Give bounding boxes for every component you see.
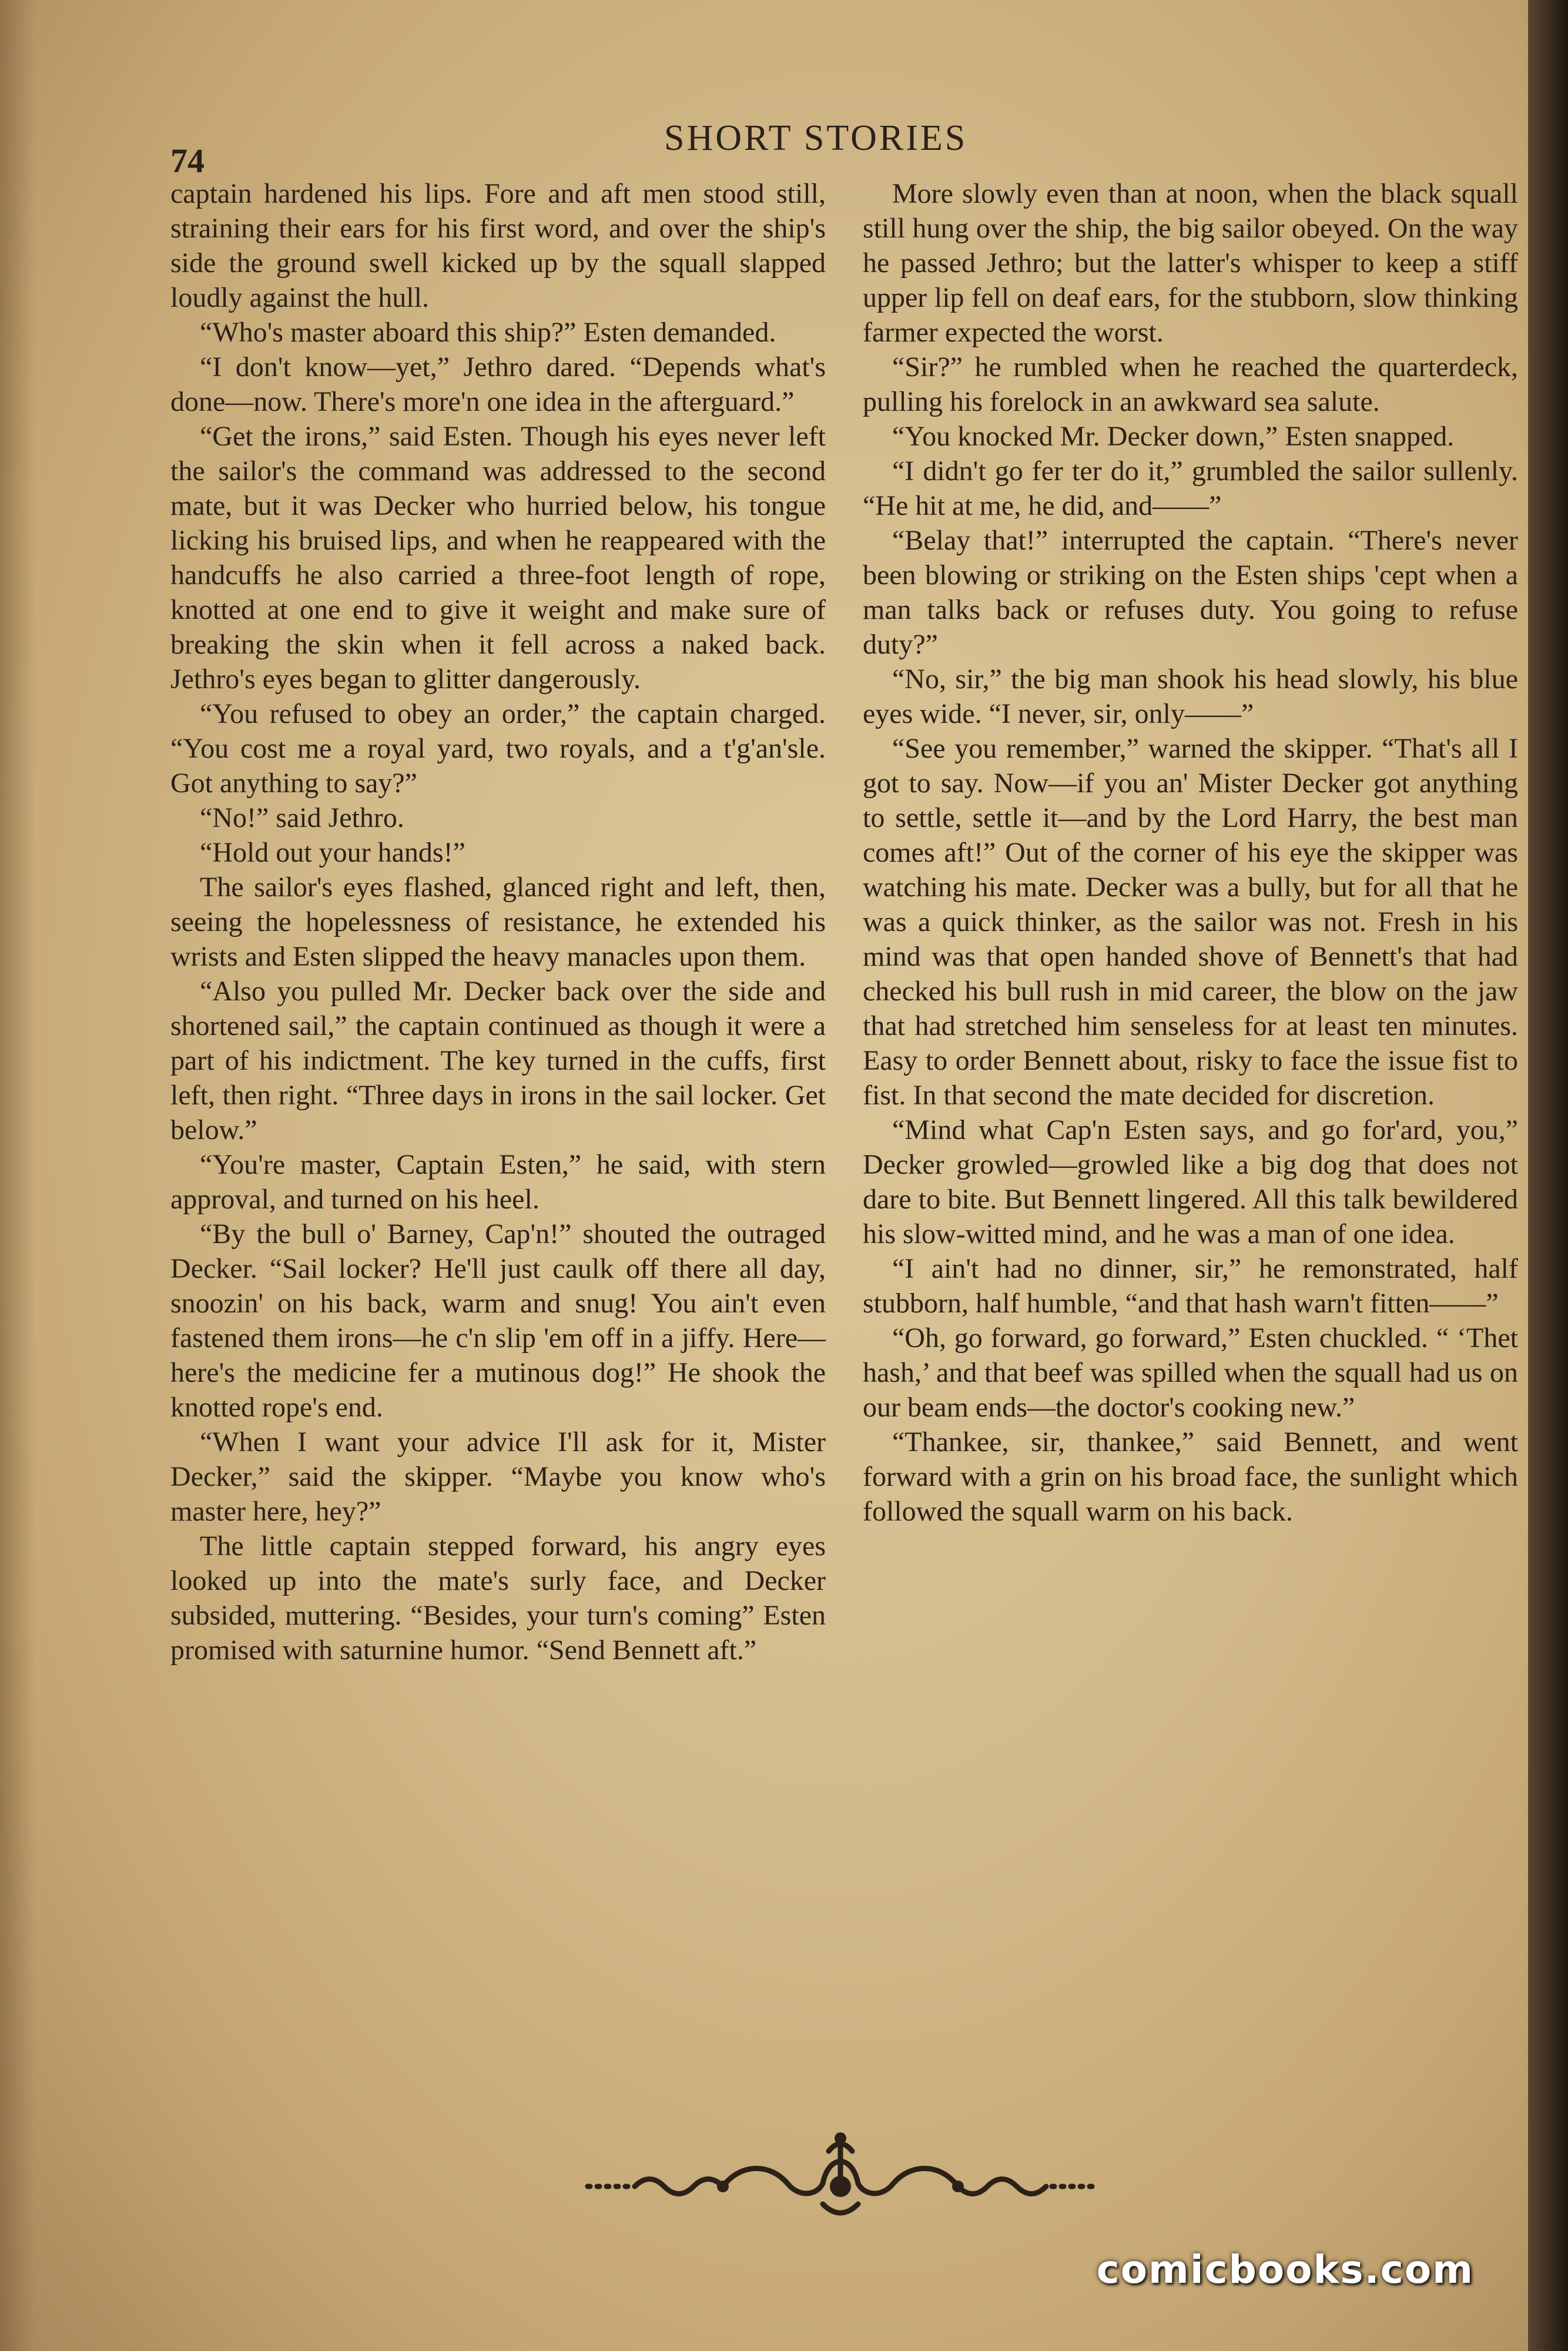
paragraph: “Get the irons,” said Esten. Though his eyes never left the sailor's the command was addressed to the second mate, but it was Decker who hurried below, his tongue licking his bruised lips, and when he reappeared with the handcuffs he also carried a three-foot length of rope, knotted at one end to give it weight and make sure of breaking the skin when it fell across a naked back. Jethro's eyes began to glitter dangerously. [170, 421, 826, 695]
paragraph: “Oh, go forward, go forward,” Esten chuckled. “ ‘Thet hash,’ and that beef was spilled when the squall had us on our beam ends—the doctor's cooking new.” [863, 1322, 1518, 1423]
left-column [170, 176, 826, 1667]
paragraph: “You refused to obey an order,” the captain charged. “You cost me a royal yard, two royals, and a t'g'an'sle. Got anything to say?” [170, 698, 826, 799]
paragraph: “You knocked Mr. Decker down,” Esten snapped. [892, 421, 1455, 452]
paragraph: “Belay that!” interrupted the captain. “There's never been blowing or striking on the Esten ships 'cept when a man talks back or refuses duty. You going to refuse duty?” [863, 525, 1518, 660]
paragraph: More slowly even than at noon, when the black squall still hung over the ship, the big sailor obeyed. On the way he passed Jethro; but the latter's whisper to keep a stiff upper lip fell on deaf ears, for the stubborn, slow thinking farmer expected the worst. [863, 178, 1518, 348]
page-edge-shadow [1528, 0, 1568, 2351]
paragraph: “Who's master aboard this ship?” Esten demanded. [200, 317, 776, 348]
paragraph: The sailor's eyes flashed, glanced right and left, then, seeing the hopelessness of resistance, he extended his wrists and Esten slipped the heavy manacles upon them. [170, 872, 826, 972]
paragraph: “Thankee, sir, thankee,” said Bennett, and went forward with a grin on his broad face, the sunlight which followed the squall warm on his back. [863, 1426, 1518, 1527]
paragraph: The little captain stepped forward, his angry eyes looked up into the mate's surly face, and Decker subsided, muttering. “Besides, your turn's coming” Esten promised with saturnine humor. “Send Bennett aft.” [170, 1531, 826, 1666]
watermark: comicbooks.com [1096, 2247, 1474, 2292]
paragraph: “Sir?” he rumbled when he reached the quarterdeck, pulling his forelock in an awkward sea salute. [863, 351, 1518, 417]
paragraph: “Also you pulled Mr. Decker back over the side and shortened sail,” the captain continued as though it were a part of his indictment. The key turned in the cuffs, first left, then right. “Three days in irons in the sail locker. Get below.” [170, 976, 826, 1146]
paragraph: captain hardened his lips. Fore and aft men stood still, straining their ears for his first word, and over the ship's side the ground swell kicked up by the squall slapped loudly against the hull. [170, 178, 826, 313]
paragraph: “When I want your advice I'll ask for it, Mister Decker,” said the skipper. “Maybe you know who's master here, hey?” [170, 1426, 826, 1527]
paragraph: “No, sir,” the big man shook his head slowly, his blue eyes wide. “I never, sir, only——” [863, 664, 1518, 729]
paragraph: “No!” said Jethro. [200, 802, 404, 833]
spine-shadow [0, 0, 35, 2351]
paragraph: “I don't know—yet,” Jethro dared. “Depends what's done—now. There's more'n one idea in the afterguard.” [170, 351, 826, 417]
paragraph: “Hold out your hands!” [200, 837, 465, 868]
paragraph: “You're master, Captain Esten,” he said, with stern approval, and turned on his heel. [170, 1149, 826, 1215]
paragraph: “See you remember,” warned the skipper. “That's all I got to say. Now—if you an' Mister Decker got anything to settle, settle it—and by the Lord Harry, the best man comes aft!” Out of the corner of his eye the skipper was watching his mate. Decker was a bully, but for all that he was a quick thinker, as the sailor was not. Fresh in his mind was that open handed shove of Bennett's that had checked his bull rush in mid career, the blow on the jaw that had stretched him senseless for at least ten minutes. Easy to order Bennett about, risky to face the issue fist to fist. In that second the mate decided for discretion. [863, 733, 1518, 1111]
scroll-ornament-icon [576, 2128, 1105, 2233]
page-number: 74 [170, 142, 205, 180]
paragraph: “Mind what Cap'n Esten says, and go for'ard, you,” Decker growled—growled like a big dog that does not dare to bite. But Bennett lingered. All this talk bewildered his slow-witted mind, and he was a man of one idea. [863, 1114, 1518, 1250]
paragraph: “I ain't had no dinner, sir,” he remonstrated, half stubborn, half humble, “and that hash warn't fitten——” [863, 1253, 1518, 1319]
running-head: SHORT STORIES [664, 118, 968, 158]
paragraph: “I didn't go fer ter do it,” grumbled the sailor sullenly. “He hit at me, he did, and——” [863, 456, 1518, 521]
paragraph: “By the bull o' Barney, Cap'n!” shouted the outraged Decker. “Sail locker? He'll just caulk off there all day, snoozin' on his back, warm and snug! You ain't even fastened them irons—he c'n slip 'em off in a jiffy. Here—here's the medicine fer a mutinous dog!” He shook the knotted rope's end. [170, 1218, 826, 1423]
right-column [863, 176, 1518, 1529]
